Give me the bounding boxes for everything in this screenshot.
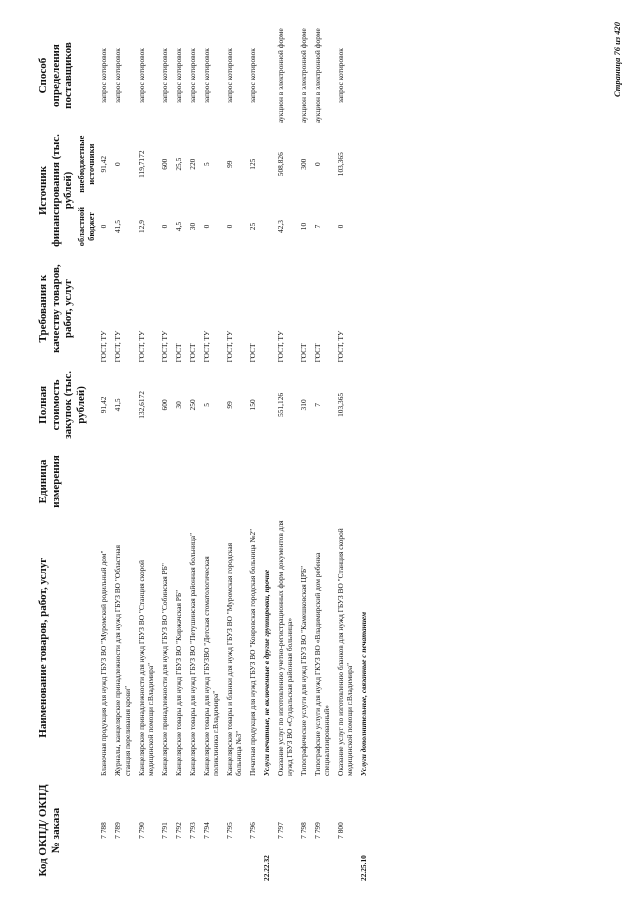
total-cost-cell: 310 bbox=[298, 399, 308, 411]
order-number-cell: 7 798 bbox=[298, 822, 308, 839]
total-cost-cell: 91,42 bbox=[99, 396, 109, 414]
supplier-method-cell: запрос котировок bbox=[201, 48, 211, 103]
requirements-cell: ГОСТ, ТУ bbox=[336, 330, 346, 363]
item-name-cell: Типографские услуги для нужд ГКУЗ ВО «Владимирский дом ребенка специализированный» bbox=[312, 552, 332, 776]
item-name-cell: Канцелярские товары для нужд ГБУЗ ВО "Киржачская РБ" bbox=[173, 589, 183, 776]
requirements-cell: ГОСТ, ТУ bbox=[99, 330, 109, 363]
unit-cell bbox=[334, 445, 357, 517]
regional-budget-cell: 12,9 bbox=[136, 220, 146, 234]
total-cost-cell: 250 bbox=[187, 399, 197, 411]
item-name-cell: Оказание услуг по изготовлению бланков для нужд ГБУЗ ВО "Станция скорой медицинской помощи г.Владимира" bbox=[336, 528, 355, 776]
requirements-cell: ГОСТ, ТУ bbox=[275, 330, 285, 363]
supplier-method-cell: аукцион в электронной форме bbox=[298, 28, 308, 123]
header-name: Наименование товаров, работ, услуг bbox=[37, 557, 49, 738]
total-cost-cell: 551,126 bbox=[275, 392, 285, 417]
order-number-cell: 7 788 bbox=[99, 822, 109, 839]
total-cost-cell: 99 bbox=[224, 401, 234, 409]
total-cost-cell: 132,6172 bbox=[136, 391, 146, 419]
group-code: 22.22.32 bbox=[261, 855, 271, 881]
total-cost-cell: 600 bbox=[159, 399, 169, 411]
extrabudgetary-cell: 508,826 bbox=[275, 152, 285, 177]
order-number-cell: 7 795 bbox=[224, 822, 234, 839]
supplier-method-cell: запрос котировок bbox=[113, 48, 123, 103]
table-row bbox=[158, 23, 172, 883]
extrabudgetary-cell: 0 bbox=[113, 162, 123, 167]
extrabudgetary-cell: 220 bbox=[187, 158, 197, 170]
requirements-cell: ГОСТ bbox=[298, 343, 308, 363]
table-row bbox=[97, 23, 111, 883]
item-name-cell: Типографические услуги для нужд ГБУЗ ВО "Камешковская ЦРБ" bbox=[298, 565, 308, 776]
requirements-cell: ГОСТ, ТУ bbox=[136, 330, 146, 363]
item-name-cell: Оказание услуг по изготовлению учетно-регистрационных форм документов для нужд ГБУЗ ВО «Суздальская районная больница» bbox=[275, 520, 294, 776]
table-row bbox=[297, 23, 311, 883]
header-cost: Полная стоимость закупок (тыс. рублей) bbox=[37, 370, 87, 439]
item-name-cell: Канцелярские принадлежности для нужд ГБУЗ ВО "Станция скорой медицинской помощи г.Владимира" bbox=[136, 559, 155, 776]
supplier-method-cell: запрос котировок bbox=[159, 48, 169, 103]
unit-cell bbox=[97, 445, 111, 517]
regional-budget-cell: 42,3 bbox=[275, 220, 285, 234]
table-row bbox=[274, 23, 297, 883]
regional-budget-cell: 25 bbox=[247, 222, 257, 231]
regional-budget-cell: 0 bbox=[159, 224, 169, 229]
header-unit: Единица измерения bbox=[37, 455, 62, 508]
table-row bbox=[172, 23, 186, 883]
supplier-method-cell: запрос котировок bbox=[173, 48, 183, 103]
group-row bbox=[357, 23, 371, 883]
extrabudgetary-cell: 300 bbox=[298, 158, 308, 170]
unit-cell bbox=[158, 445, 172, 517]
total-cost-cell: 150 bbox=[247, 399, 257, 411]
supplier-method-cell: запрос котировок bbox=[99, 48, 109, 103]
unit-cell bbox=[274, 445, 297, 517]
group-name: Услуги дополнительные, связанные с печатанием bbox=[359, 611, 369, 776]
total-cost-cell: 30 bbox=[173, 401, 183, 409]
extrabudgetary-cell: 25,5 bbox=[173, 157, 183, 171]
order-number-cell: 7 796 bbox=[247, 822, 257, 839]
unit-cell bbox=[172, 445, 186, 517]
item-name-cell: Журналы, канцелярские принадлежности для нужд ГБУЗ ВО "Областная станция переливания крови" bbox=[113, 545, 132, 776]
regional-budget-cell: 0 bbox=[336, 224, 346, 229]
total-cost-cell: 7 bbox=[312, 403, 322, 407]
item-name-cell: Канцелярские принадлежности для нужд ГБУЗ ВО "Собинская РБ" bbox=[159, 563, 169, 776]
regional-budget-cell: 30 bbox=[187, 222, 197, 231]
header-method: Способ определения поставщиков bbox=[37, 42, 75, 109]
total-cost-cell: 5 bbox=[201, 403, 211, 407]
item-name-cell: Бланочная продукция для нужд ГБУЗ ВО "Муромский родильный дом" bbox=[99, 550, 109, 776]
header-requirements: Требования к качеству товаров, работ, услуг bbox=[37, 264, 75, 353]
requirements-cell: ГОСТ, ТУ bbox=[224, 330, 234, 363]
order-number-cell: 7 800 bbox=[336, 822, 346, 839]
extrabudgetary-cell: 600 bbox=[159, 158, 169, 170]
unit-cell bbox=[186, 445, 200, 517]
table-header bbox=[36, 23, 97, 883]
table-row bbox=[223, 23, 246, 883]
item-name-cell: Канцелярские товары и бланки для нужд ГБУЗ ВО "Муромская городская больница №3" bbox=[224, 542, 243, 776]
regional-budget-cell: 0 bbox=[224, 224, 234, 229]
supplier-method-cell: запрос котировок bbox=[224, 48, 234, 103]
order-number-cell: 7 797 bbox=[275, 822, 285, 839]
regional-budget-cell: 7 bbox=[312, 224, 322, 229]
order-number-cell: 7 794 bbox=[201, 822, 211, 839]
table-body bbox=[97, 23, 371, 883]
extrabudgetary-cell: 125 bbox=[247, 158, 257, 170]
header-source-extra: внебюджетные источники bbox=[75, 135, 96, 193]
table-row bbox=[111, 23, 134, 883]
total-cost-cell: 41,5 bbox=[113, 398, 123, 412]
regional-budget-cell: 0 bbox=[99, 224, 109, 229]
extrabudgetary-cell: 103,365 bbox=[336, 152, 346, 177]
supplier-method-cell: запрос котировок bbox=[136, 48, 146, 103]
unit-cell bbox=[111, 445, 134, 517]
order-number-cell: 7 793 bbox=[187, 822, 197, 839]
regional-budget-cell: 0 bbox=[201, 224, 211, 229]
order-number-cell: 7 790 bbox=[136, 822, 146, 839]
order-number-cell: 7 791 bbox=[159, 822, 169, 839]
unit-cell bbox=[135, 445, 158, 517]
unit-cell bbox=[311, 445, 334, 517]
order-number-cell: 7 799 bbox=[312, 822, 322, 839]
requirements-cell: ГОСТ bbox=[312, 343, 322, 363]
total-cost-cell: 103,365 bbox=[336, 392, 346, 417]
table-row bbox=[246, 23, 260, 883]
table-row bbox=[200, 23, 223, 883]
requirements-cell: ГОСТ, ТУ bbox=[159, 330, 169, 363]
group-code: 22.25.10 bbox=[359, 855, 369, 881]
extrabudgetary-cell: 0 bbox=[312, 162, 322, 167]
table-row bbox=[311, 23, 334, 883]
table-row bbox=[186, 23, 200, 883]
unit-cell bbox=[246, 445, 260, 517]
supplier-method-cell: аукцион в электронной форме bbox=[312, 28, 322, 123]
supplier-method-cell: запрос котировок bbox=[247, 48, 257, 103]
unit-cell bbox=[297, 445, 311, 517]
extrabudgetary-cell: 99 bbox=[224, 160, 234, 168]
page-number: Страница 76 из 420 bbox=[612, 22, 622, 97]
supplier-method-cell: запрос котировок bbox=[187, 48, 197, 103]
item-name-cell: Печатная продукция для нужд ГБУЗ ВО "Ковровская городская больница №2" bbox=[247, 528, 257, 776]
group-row bbox=[260, 23, 274, 883]
regional-budget-cell: 4,5 bbox=[173, 221, 183, 232]
order-number-cell: 7 789 bbox=[113, 822, 123, 839]
procurement-table bbox=[36, 23, 371, 883]
item-name-cell: Канцелярские товары для нужд ГБУЗВО "Детская стоматологическая поликлиника г.Владимира" bbox=[201, 556, 220, 776]
table-row bbox=[334, 23, 357, 883]
extrabudgetary-cell: 91,42 bbox=[99, 155, 109, 173]
requirements-cell: ГОСТ, ТУ bbox=[201, 330, 211, 363]
unit-cell bbox=[200, 445, 223, 517]
unit-cell bbox=[223, 445, 246, 517]
requirements-cell: ГОСТ, ТУ bbox=[113, 330, 123, 363]
table-row bbox=[135, 23, 158, 883]
regional-budget-cell: 41,5 bbox=[113, 220, 123, 234]
group-name: Услуги печатные, не включенные в другие группировки, прочие bbox=[261, 569, 271, 776]
requirements-cell: ГОСТ bbox=[173, 343, 183, 363]
header-source-regional: областной бюджет bbox=[75, 206, 96, 247]
header-code: Код ОКПД/ ОКПД № заказа bbox=[37, 784, 62, 877]
regional-budget-cell: 10 bbox=[298, 222, 308, 231]
header-source: Источник финансирования (тыс. рублей) bbox=[37, 134, 75, 247]
supplier-method-cell: запрос котировок bbox=[336, 48, 346, 103]
item-name-cell: Канцелярские товары для нужд ГБУЗ ВО "Петушинская районная больница" bbox=[187, 532, 197, 776]
requirements-cell: ГОСТ bbox=[247, 343, 257, 363]
supplier-method-cell: аукцион в электронной форме bbox=[275, 28, 285, 123]
extrabudgetary-cell: 119,7172 bbox=[136, 150, 146, 178]
requirements-cell: ГОСТ bbox=[187, 343, 197, 363]
extrabudgetary-cell: 5 bbox=[201, 162, 211, 167]
order-number-cell: 7 792 bbox=[173, 822, 183, 839]
